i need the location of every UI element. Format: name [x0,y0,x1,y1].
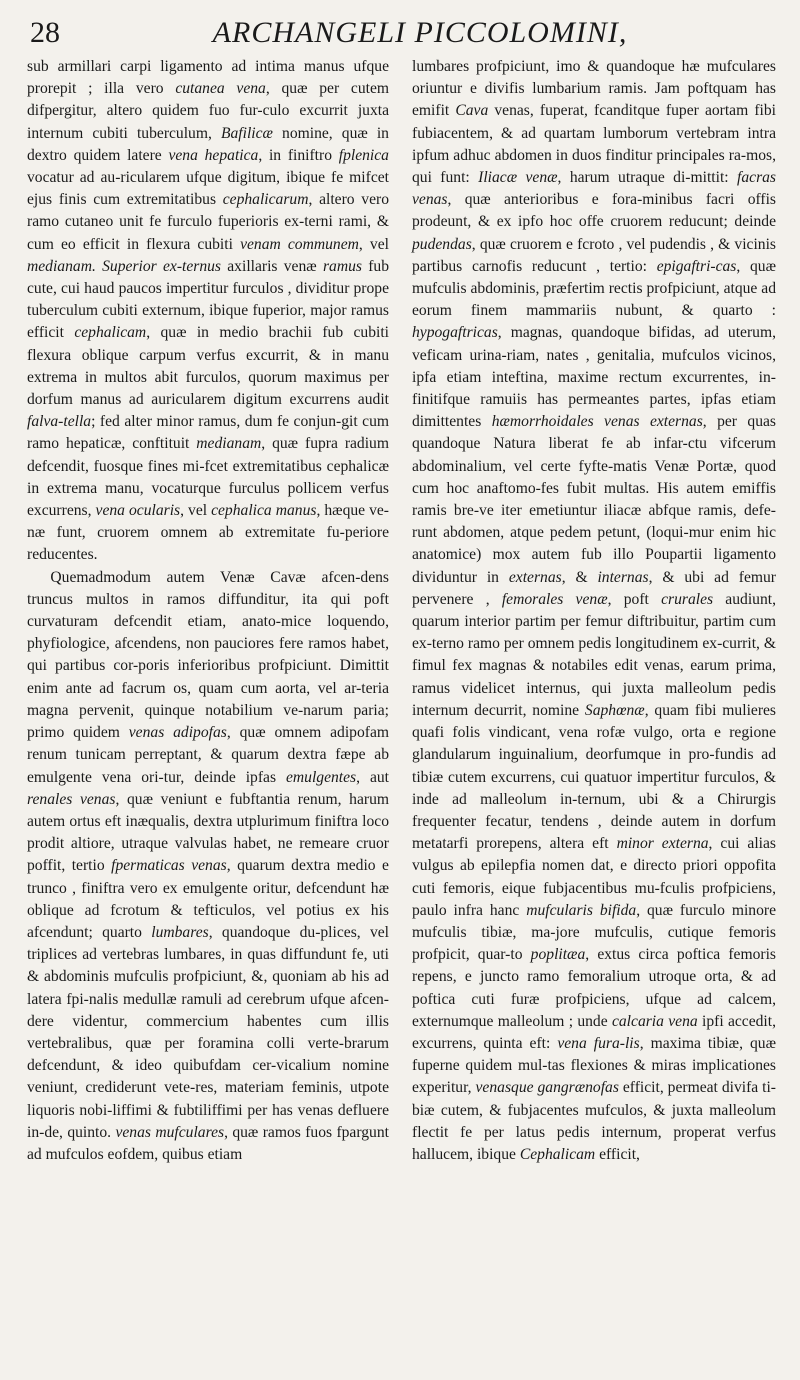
page-number: 28 [30,16,60,49]
text-run: , maxima tibiæ, quæ fuperne quidem mul-tas flexiones & miras implicationes experitur, [412,1034,776,1097]
italic-run: femorales venæ [501,590,608,608]
running-head: ARCHANGELI PICCOLOMINI, [212,16,628,49]
text-run: , quæ cruorem e fcroto , vel pudendis , & vicinis partibus carnofis reducunt , tertio: [412,235,776,275]
italic-run: Saphœnæ [584,701,645,719]
italic-run: Bafilicæ [220,124,273,142]
text-run: , quæ veniunt e fubftantia renum, harum autem ortus eft inæqualis, dextra utplurimum finiftra loco prodit altiore, utraque valvulas habet, ne remeare cruor poffit, tertio [27,790,390,875]
italic-run: venas mufculares [115,1123,225,1141]
italic-run: pudendas [412,235,472,253]
text-run: efficit, [595,1145,640,1163]
italic-run: ramus [322,257,362,275]
text-run: , vel [180,502,212,520]
italic-run: cutanea vena [175,80,266,98]
right-column [412,56,776,1166]
text-run: audiunt, quarum interior partim per femur diftribuitur, partim cum ex-terno ramo per omnem pedis longitudinem ex-currit, & fimul fex magnas & notabiles edit venas, earum prima, ramus videlicet internus, qui juxta malleolum pedis internum decurrit, nomine [412,590,776,719]
italic-run: minor externa [616,835,709,853]
text-run: , quarum dextra medio e trunco , finiftra vero ex emulgente oritur, defcendunt hæ oblique ad fcrotum & tefticulos, vel potius ex his afcendunt; quarto [27,857,389,941]
italic-run: poplitæa [530,946,586,964]
text-run: axillaris venæ [221,257,323,275]
text-run: , hæque ve-næ funt, cruorem omnem ab extremitate fu-periore reducentes. [27,502,390,564]
italic-run: hæmorrhoidales venas externas [491,413,703,431]
text-run: ; fed alter minor ramus, dum fe conjun-git cum ramo hepaticæ, conftituit [27,413,389,453]
italic-run: renales venas [27,790,116,808]
italic-run: vena ocularis [95,502,181,520]
text-run: fub cute, cui haud paucos impertitur furculos , dividitur prope tuberculum cubiti externum, ibique fuperior, major ramus efficit [27,257,390,342]
italic-run: venam communem [240,235,359,253]
italic-run: externas [508,568,562,586]
italic-run: medianam [196,435,262,453]
text-run: , aut [356,768,389,786]
italic-run: venasque gangrænofas [475,1079,619,1097]
italic-run: lumbares [151,923,209,941]
text-run: , poft [607,590,662,608]
italic-run: internas [597,568,649,586]
text-run: , per quas quandoque Natura liberat fe ab infar-ctu vifcerum abdominalium, vel certe fyfte-matis Venæ Portæ, quod cum hoc anaftomo-fes fubit multas. His autem emiffis ramis bre-ve iter emetiuntur iliacæ abfque ramis, defe-runt abdomen, atque pedem petunt, (loqui-mur enim hic anatomice) mox autem fub illo Poupartii ligamento dividuntur in [412,413,776,586]
italic-run: falva-tella [27,413,92,431]
text-run: , quandoque du-plices, vel triplices ad vertebras lumbares, in quas diffundunt fe, uti & abdominis mufculis profpiciunt, &, quoniam ab his ad latera fpi-nalis medullæ ramuli ad cerebrum ufque afcen-dere videntur, commercium habentes cum illis vertebralibus, quæ per foramina colli verte-brarum defcendunt, & ideo quibufdam cer-vicalium nomine veniunt, crediderunt vete-res, materiam feminis, utpote liquoris nobi-liffimi & fubtiliffimi per has venas defluere in-de, quinto. [27,923,389,1141]
italic-run: emulgentes [285,768,357,786]
text-run: , quam fibi mulieres quafi folis vindicant, vena rofæ vulgo, orta e regione glandularum inguinalium, deorfumque in pro-fundis ad tibiæ cutem excurrens, cui quatuor impertitur furculos, & inde ad malleolum in-ternum, ubi & a Chirurgis frequenter fecatur, tendens , deinde autem in dorfum metatarfi prorepens, altera eft [412,701,777,853]
text-run: vocatur ad au-ricularem ufque digitum, ibique fe mifcet ejus finis cum extremitatibus [27,169,389,209]
text-run: , quæ in medio brachii fub cubiti flexura oblique carpum verfus excurrit, & in manu extrema in multos abit furculos, quorum maximus per dorfum manus ad auricularem digitum excurrens audit [27,324,389,409]
text-run: , quæ mufculis abdominis, præfertim rectis profpiciunt, atque ad eorum finem mammariis nubunt, & quarto : [412,257,776,320]
text-run: , quæ anterioribus e fora-minibus facri offis prodeunt, & ex ipfo hoc offe cruorem reducunt; deinde [412,191,776,231]
text-run: , quæ furculo minore mufculis tibiæ, ma-jore mufculis, cutique femoris profpicit, quar-to [412,901,777,964]
right-paragraph-1 [412,56,776,1166]
italic-run: facras venas [412,169,776,209]
left-column [27,56,389,1166]
italic-run: Cephalicam [519,1145,596,1163]
text-run: ipfi accedit, excurrens, quinta eft: [412,1012,776,1052]
italic-run: Cava [455,102,489,120]
italic-run: calcaria vena [611,1012,698,1030]
text-run: Quemadmodum autem Venæ Cavæ afcen-dens truncus multos in ramos diffunditur, ita qui poft curvaturam defcendit etiam, anato-mice loquendo, phyfiologice, afcendens, non pauciores fere ramos habet, qui partibus cor-poris inferioribus profpiciunt. Dimittit enim ante ad facrum os, quam cum aorta, vel ar-teria magna pervenit, quinque notabilium ve-narum paria; primo quidem [27,568,389,742]
text-run: , vel [358,235,389,253]
left-paragraph-2 [27,567,389,1166]
text-run: , quæ per cutem difpergitur, altero quidem fuo fur-culo excurrit juxta internum cubiti tuberculum, [27,80,389,142]
italic-run: fplenica [338,146,389,164]
text-run: , quæ fupra radium defcendit, fuosque fines mi-fcet extremitatibus cephalicæ in extrema manu, vocaturque furculus pollicem verfus excurrens, [27,435,389,520]
italic-run: hypogaftricas [412,324,498,342]
text-run: nomine, quæ in dextro quidem latere [27,124,389,164]
text-run: , extus circa poftica femoris repens, e juncto ramo femoralium utroque orta, & ad poftica cuti furæ profpiciens, ufque ad calcem, externumque malleolum ; unde [412,946,776,1030]
italic-run: mufcularis bifida [526,901,637,919]
text-run: , cui alias vulgus ab epilepfia nomen dat, e directo priori oppofita cuti femoris, eique fubjacentibus mu-fculis profpiciens, paulo infra hanc [412,835,776,919]
text-run: , & [561,568,598,586]
italic-run: epigaftri-cas [656,257,737,275]
text-run: , magnas, quandoque bifidas, ad uterum, veficam urina-riam, nates , genitalia, mufculos vicinos, ipfa etiam inteftina, maxime rectum excurrentes, in-finitifque ramuiis has permeantes partes, ipfas etiam dimittentes [412,324,776,431]
text-run: , & ubi ad femur pervenere , [412,568,776,608]
italic-run: cephalicam [74,324,147,342]
italic-run: venas adipofas [128,724,227,742]
left-paragraph-1 [27,56,389,567]
italic-run: fpermaticas venas [111,857,227,875]
text-run: , in finiftro [258,146,339,164]
text-run: lumbares profpiciunt, imo & quandoque hæ mufculares oriuntur e divifis lumbarium ramis. Jam poftquam has emifit [412,58,776,120]
text-run: , quæ omnem adipofam renum tunicam perreptant, & quarum dextra fæpe ab emulgente vena ori-tur, deinde ipfas [27,724,390,786]
italic-run: medianam. Superior ex-ternus [27,257,221,275]
italic-run: Iliacæ venæ [478,169,558,187]
italic-run: cephalica manus [211,502,317,520]
italic-run: vena fura-lis [557,1034,640,1052]
page-header [28,10,772,56]
text-run: , altero vero ramo cutaneo unit fe furculo fuperioris ex-terni rami, & cum eo efficit in flexura cubiti [27,191,389,253]
text-run: , harum utraque di-mittit: [557,169,738,187]
text-run: , quæ ramos fuos fpargunt ad mufculos eofdem, quibus etiam [27,1123,389,1163]
text-run: venas, fuperat, fcanditque fuper aortam fibi fubiacentem, & ad quartam lumborum vertebram intra ipfum adhuc abdomen in duos finditur principales ra-mos, qui funt: [412,102,776,187]
italic-run: crurales [661,590,714,608]
italic-run: cephalicarum [222,191,309,209]
text-run: sub armillari carpi ligamento ad intima manus ufque prorepit ; illa vero [27,58,389,98]
text-run: efficit, permeat divifa ti-biæ cutem, & fubjacentes mufculos, & juxta malleolum flectit fe per latus pedis internum, properat verfus hallucem, ibique [412,1079,776,1163]
italic-run: vena hepatica [168,146,259,164]
